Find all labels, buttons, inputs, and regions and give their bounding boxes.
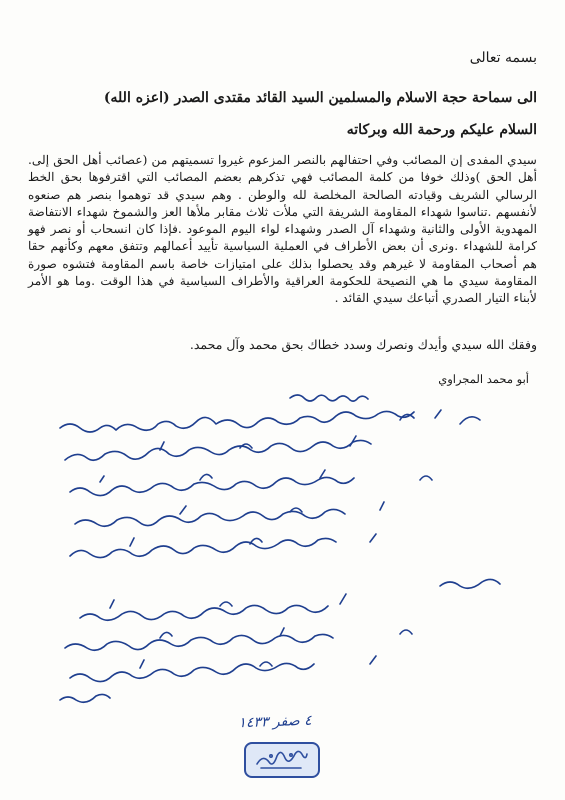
sender-signature: أبو محمد المجراوي (438, 372, 529, 386)
handwritten-reply (40, 390, 529, 705)
handwriting-strokes-icon (40, 390, 529, 705)
letter-body: سيدي المفدى إن المصائب وفي احتفالهم بالنصر المزعوم غيروا تسميتهم من (عصائب أهل الحق إلى. أهل الحق )وذلك خوفا من كلمة المصائب فهي تذكرهم بعضم المصائب التي اقترفوها بحق الخط الرسالي الشريف وقيادته الصالحة المخلصة لله والوطن . وهم سيدي قد توهموا بنصر هم صنعوه لأنفسهم .تناسوا شهداء المقاومة الشريفة التي ملأت ثلاث مقابر ملأها العز والشموخ شهداء الانتفاضة المهدوية الأولى والثانية وشهداء آل الصدر وشهداء لواء اليوم الموعود .فإذا كان انسحاب أو نصر فهو كرامة للشهداء .ونرى أن بعض الأطراف في العملية السياسية تأييد أعمالهم وتتفق معهم وكأنهم حقا هم أصحاب المقاومة لا غيرهم وقد يحصلوا بذلك على امتيازات خاصة باسم المقاومة فتشوه صورة المقاومة سيدي ما هي النصيحة للحكومة العراقية والأطراف السياسية في هذا الوقت .وما هو الأمر لأبناء التيار الصدري أتباعك سيدي القائد . (28, 153, 537, 306)
greeting-line: السلام عليكم ورحمة الله وبركاته (346, 122, 537, 138)
office-seal-icon (244, 742, 320, 778)
closing-line: وفقك الله سيدي وأيدك ونصرك وسدد خطاك بحق محمد وآل محمد. (189, 337, 537, 352)
reply-date: ٤ صفر ١٤٣٣ (238, 712, 312, 732)
bismillah-heading: بسمه تعالى (469, 50, 537, 66)
recipient-address: الى سماحة حجة الاسلام والمسلمين السيد القائد مقتدى الصدر (اعزه الله) (103, 90, 537, 106)
